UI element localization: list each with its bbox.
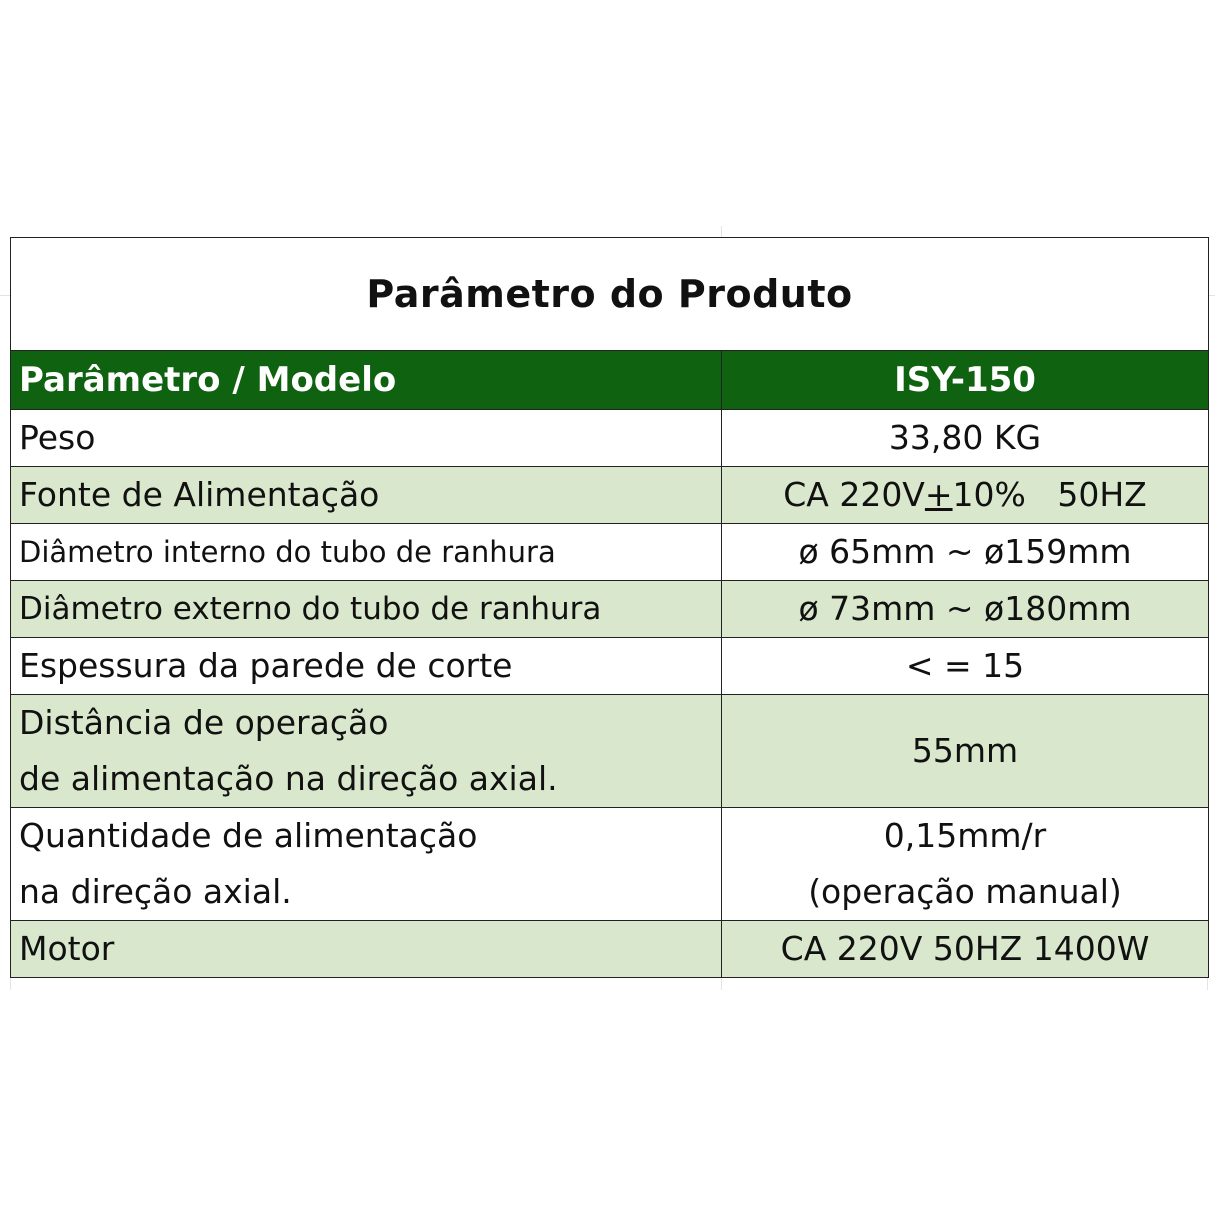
header-row [11, 351, 1209, 410]
spec-table-container [10, 237, 1208, 978]
row-label-inner-diameter: Diâmetro interno do tubo de ranhura [11, 524, 722, 581]
table-row [11, 467, 1209, 524]
value-line: (operação manual) [808, 872, 1122, 911]
table-row [11, 638, 1209, 695]
power-voltage: CA 220V [783, 475, 925, 514]
row-value-outer-diameter: ø 73mm ~ ø180mm [722, 581, 1209, 638]
row-label-power-supply: Fonte de Alimentação [11, 467, 722, 524]
gridline [1207, 976, 1208, 990]
header-model: ISY-150 [722, 351, 1209, 410]
label-line: de alimentação na direção axial. [19, 759, 558, 798]
power-tolerance-frequency: 10% 50HZ [952, 475, 1147, 514]
row-value-feed-quantity [722, 808, 1209, 921]
title-row [11, 238, 1209, 351]
row-label-feed-quantity [11, 808, 722, 921]
row-label-motor: Motor [11, 921, 722, 978]
row-value-motor: CA 220V 50HZ 1400W [722, 921, 1209, 978]
row-label-wall-thickness: Espessura da parede de corte [11, 638, 722, 695]
row-value-weight: 33,80 KG [722, 410, 1209, 467]
row-label-weight: Peso [11, 410, 722, 467]
gridline [721, 976, 722, 990]
row-value-operating-distance: 55mm [722, 695, 1209, 808]
row-label-outer-diameter: Diâmetro externo do tubo de ranhura [11, 581, 722, 638]
product-spec-table [10, 237, 1209, 978]
row-value-wall-thickness: < = 15 [722, 638, 1209, 695]
row-value-inner-diameter: ø 65mm ~ ø159mm [722, 524, 1209, 581]
table-row [11, 808, 1209, 921]
row-value-power-supply [722, 467, 1209, 524]
label-line: na direção axial. [19, 872, 292, 911]
label-line: Quantidade de alimentação [19, 816, 478, 855]
table-row [11, 410, 1209, 467]
table-title: Parâmetro do Produto [11, 238, 1209, 351]
plus-minus-sign: + [924, 475, 953, 514]
table-row [11, 695, 1209, 808]
table-row [11, 921, 1209, 978]
row-label-operating-distance [11, 695, 722, 808]
table-row [11, 581, 1209, 638]
table-row [11, 524, 1209, 581]
gridline [10, 976, 11, 990]
header-label: Parâmetro / Modelo [11, 351, 722, 410]
gridline [1208, 295, 1215, 296]
gridline [0, 295, 10, 296]
value-line: 0,15mm/r [883, 816, 1047, 855]
label-line: Distância de operação [19, 703, 389, 742]
